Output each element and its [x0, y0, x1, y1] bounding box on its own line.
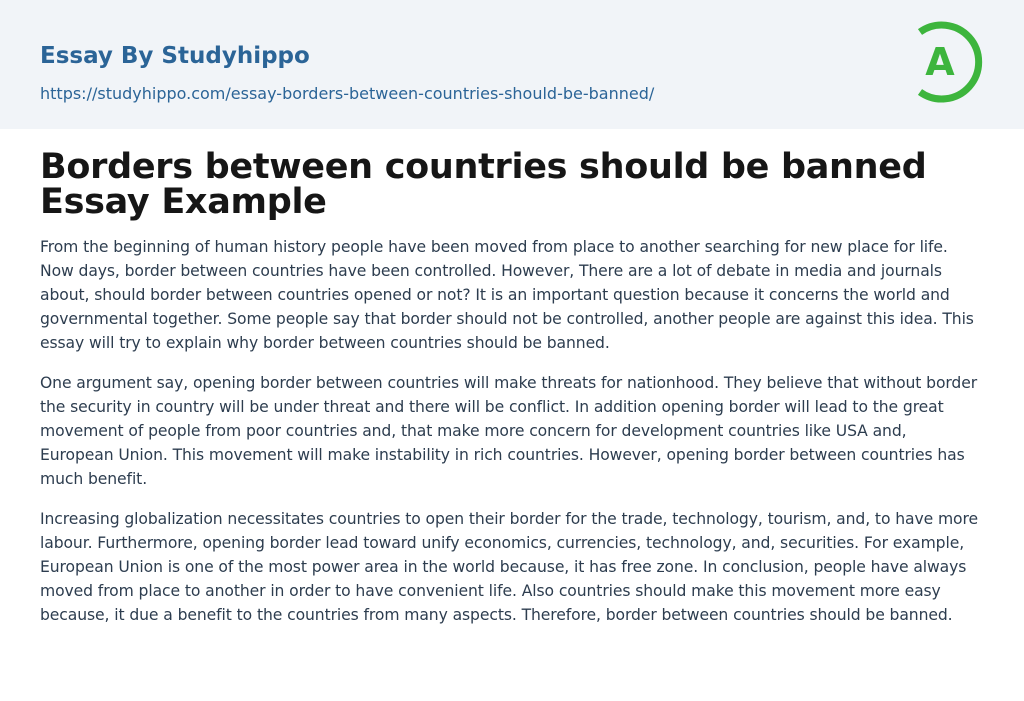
essay-paragraph-3: Increasing globalization necessitates countries to open their border for the trade, technology, tourism, and, to have more labour. Furthermore, opening border lead toward unify economics, currencies, technology, and, securities. For example, European Union is one of the most power area in the world because, it has free zone. In conclusion, people have always moved from place to another in order to have convenient life. Also countries should make this movement more easy because, it due a benefit to the countries from many aspects. Therefore, border between countries should be banned.	[40, 510, 978, 624]
site-title[interactable]: Essay By Studyhippo	[40, 43, 310, 69]
essay-paragraph-2: One argument say, opening border between countries will make threats for nationhood. They believe that without border the security in country will be under threat and there will be conflict. In addition opening border will lead to the great movement of people from poor countries and, that make more concern for development countries like USA and, European Union. This movement will make instability in rich countries. However, opening border between countries has much benefit.	[40, 374, 978, 488]
logo-ring-icon	[906, 12, 992, 112]
logo-letter: A	[925, 40, 955, 84]
essay-title: Borders between countries should be banned Essay Example	[40, 147, 927, 222]
essay-main	[40, 147, 984, 643]
source-url-link[interactable]: https://studyhippo.com/essay-borders-between-countries-should-be-banned/	[40, 84, 655, 103]
studyhippo-logo[interactable]	[906, 12, 992, 112]
essay-body	[40, 235, 984, 627]
site-header	[0, 0, 1024, 129]
essay-paragraph-1: From the beginning of human history people have been moved from place to another searching for new place for life. Now days, border between countries have been controlled. However, There are a lot of debate in media and journals about, should border between countries opened or not? It is an important question because it concerns the world and governmental together. Some people say that border should not be controlled, another people are against this idea. This essay will try to explain why border between countries should be banned.	[40, 238, 974, 352]
